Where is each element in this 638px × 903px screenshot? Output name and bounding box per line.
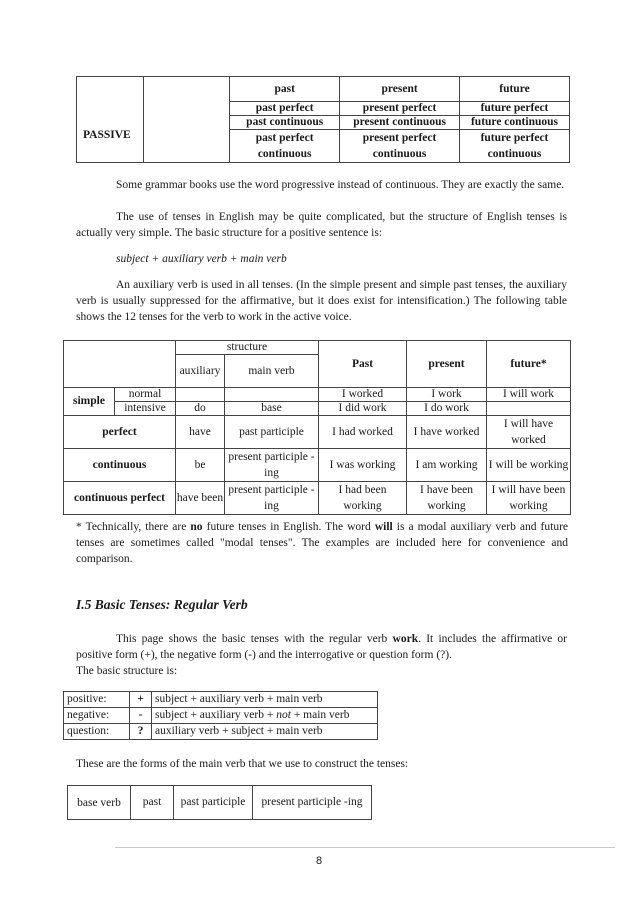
section-title: I.5 Basic Tenses: Regular Verb xyxy=(76,597,248,612)
paragraph-structure-intro: The use of tenses in English may be quite complicated, but the structure of English tenses is actually very simple. The basic structure for a positive sentence is: xyxy=(76,211,567,239)
basic-structure-table: positive: + subject + auxiliary verb + main verb negative: - subject + auxiliary verb + not + main verb question: ? auxiliary verb + subject + main verb xyxy=(63,691,378,740)
paragraph-auxiliary: An auxiliary verb is used in all tenses. (In the simple present and simple past tenses, the auxiliary verb is usually suppressed for the affirmative, but it does exist for intensification.) The following table shows the 12 tenses for the verb to work in the active voice. xyxy=(76,279,567,323)
paragraph-progressive: Some grammar books use the word progressive instead of continuous. They are exactly the same. xyxy=(116,179,565,191)
paragraph-regular-verb: This page shows the basic tenses with the regular verb work. It includes the affirmative or positive form (+), the negative form (-) and the interrogative or question form (?). xyxy=(76,633,567,661)
footer-divider xyxy=(115,847,615,848)
paragraph-verb-forms: These are the forms of the main verb that we use to construct the tenses: xyxy=(76,758,409,770)
footnote-future-tense: * Technically, there are no future tenses in English. The word will is a modal auxiliary verb and future tenses are sometimes called "modal tenses". The examples are included here for convenience and comparison. xyxy=(76,521,568,565)
passive-tense-table: PASSIVE past present future past perfect present perfect future perfect past continuous present continuous future continuous past perfect continuous present perfect continuous future perfect continuous xyxy=(76,76,570,163)
structure-formula: subject + auxiliary verb + main verb xyxy=(116,253,287,265)
verb-forms-table: base verb past past participle present participle -ing xyxy=(67,785,372,820)
paragraph-basic-structure: The basic structure is: xyxy=(76,665,178,677)
passive-label: PASSIVE xyxy=(77,77,144,163)
page-number: 8 xyxy=(315,855,323,867)
structure-header: structure xyxy=(176,341,319,355)
active-tense-table: structure Past present future* auxiliary main verb simple normal I worked I work I will work intensive do base I did work I do work perfect have past participle I had worked I have worked I will have worked continuous be present participle -ing I was working I am working I will be working continuous perfect have been present participle -ing I had been working I have been working I will have been working xyxy=(63,340,571,515)
